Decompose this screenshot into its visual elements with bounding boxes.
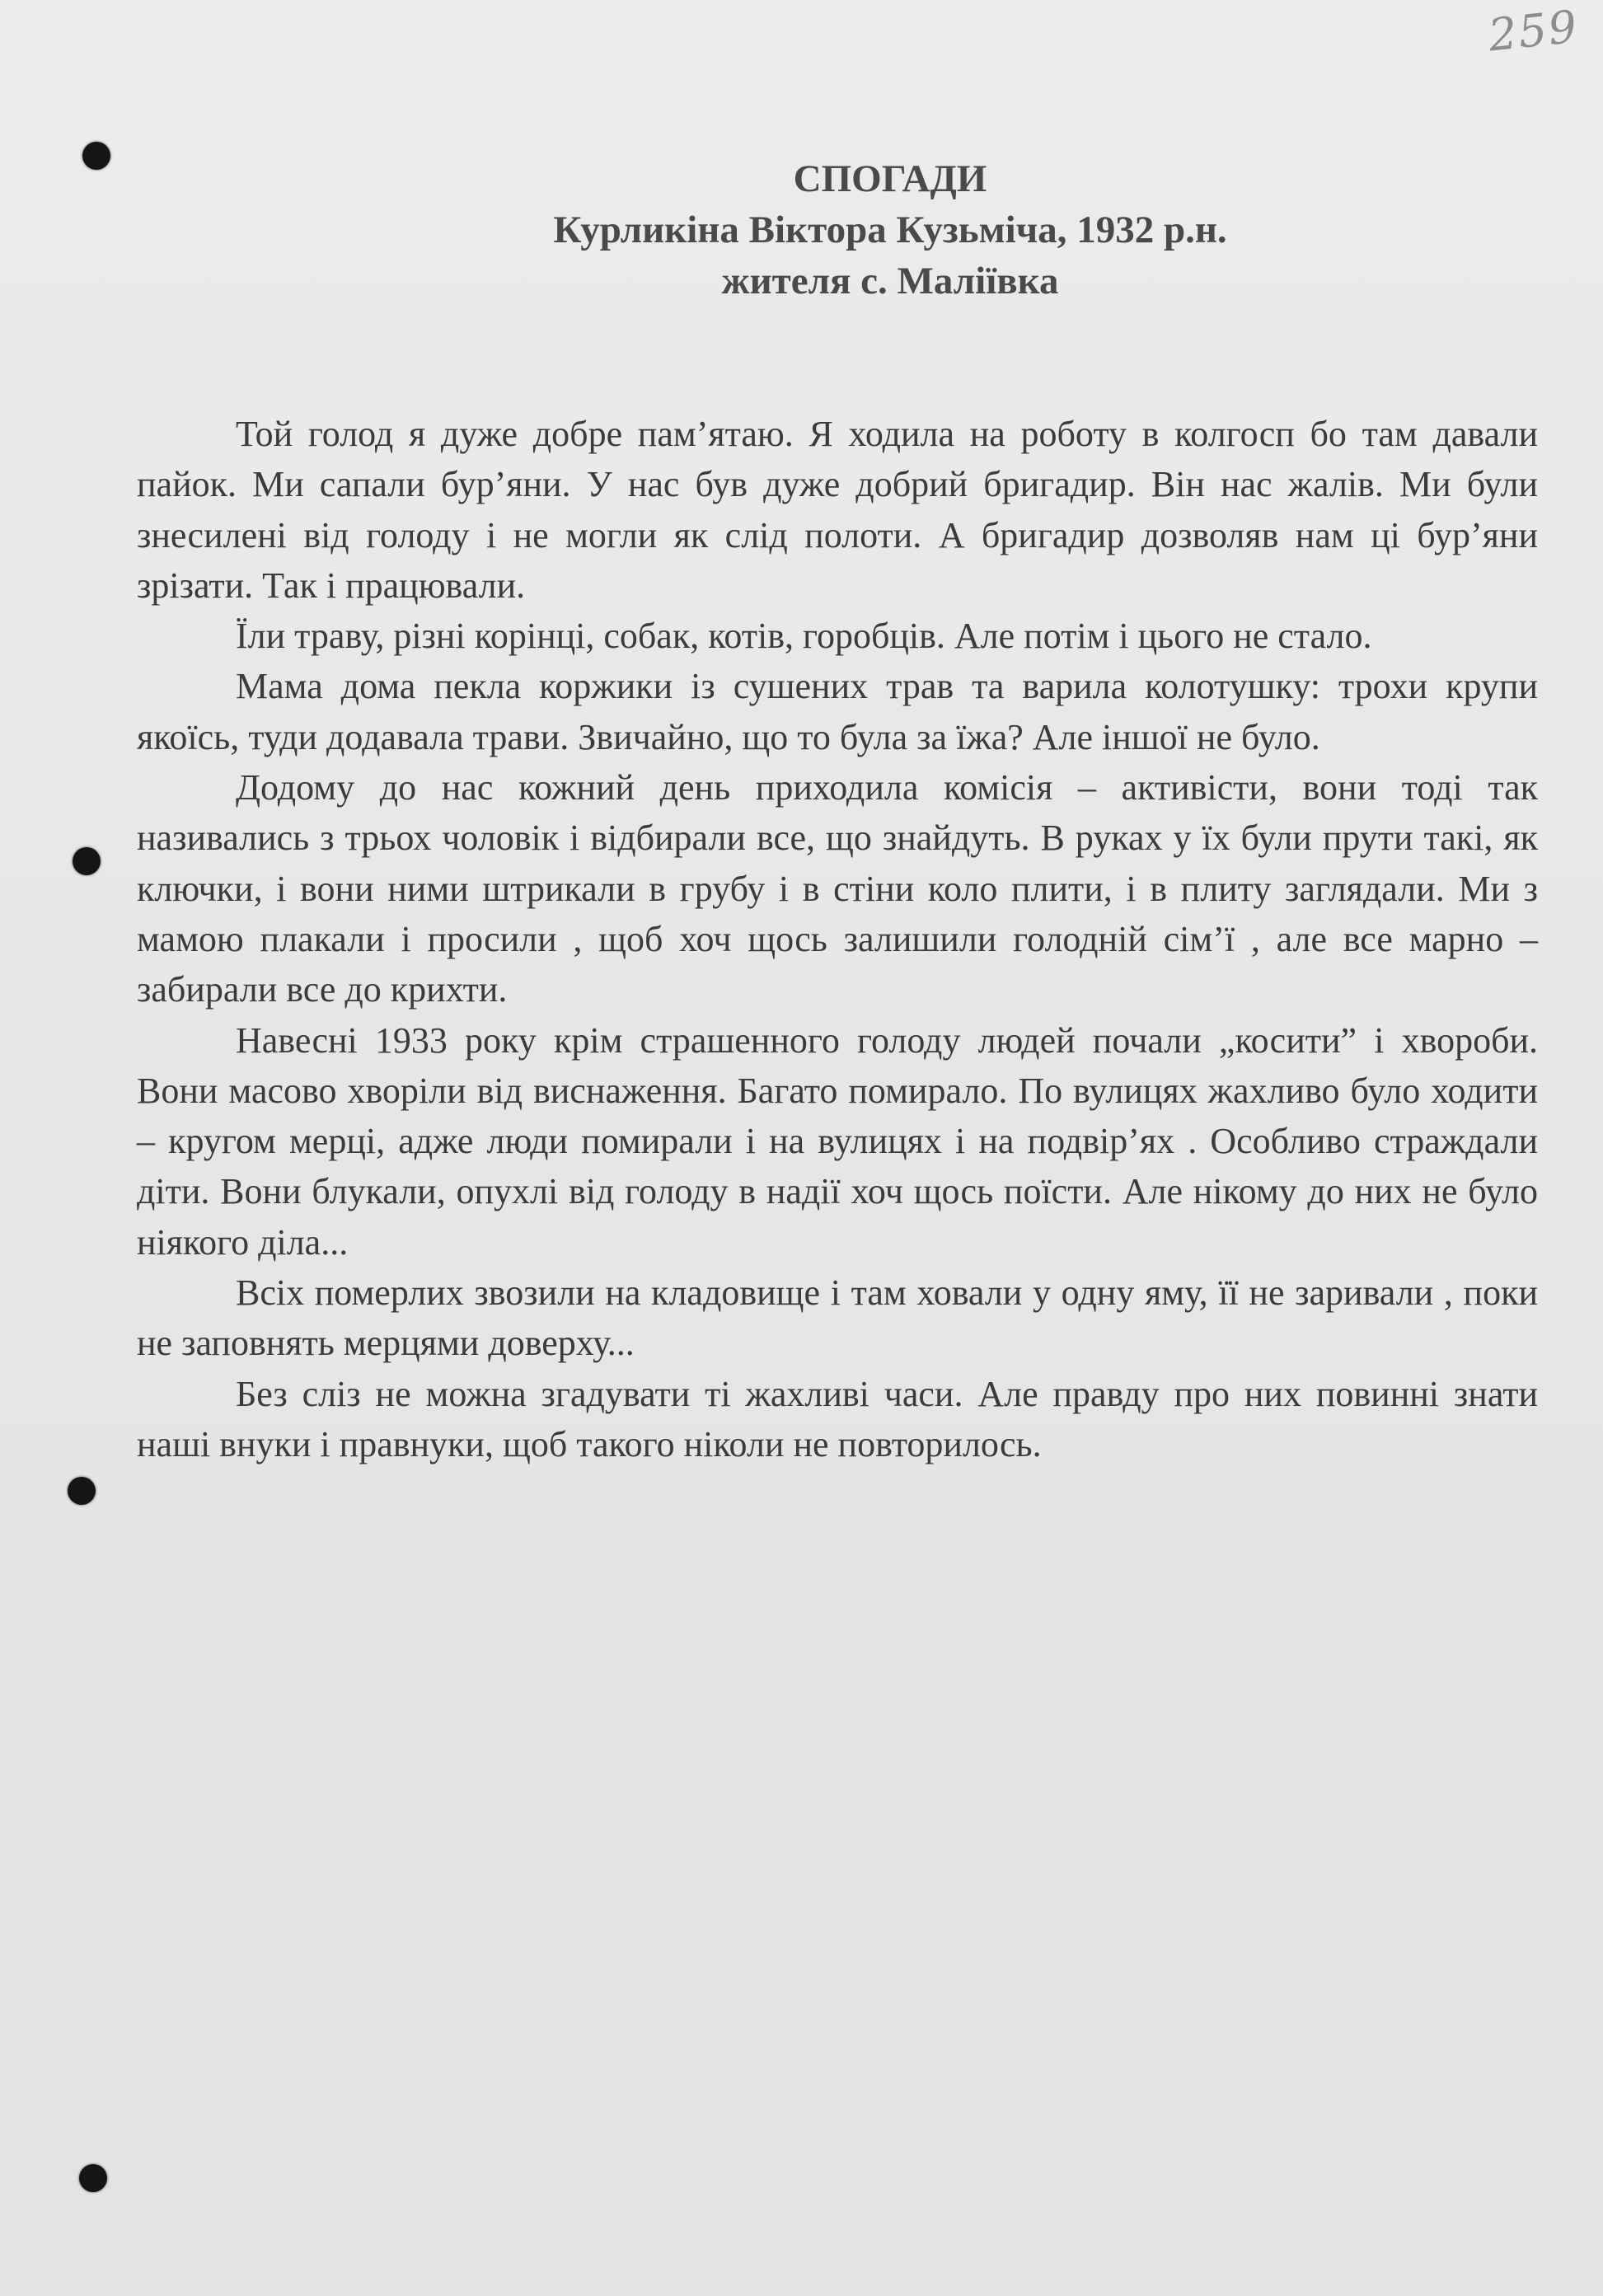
punch-hole: [82, 142, 110, 170]
paragraph: Навесні 1933 року крім страшенного голоду людей почали „косити” і хвороби. Вони масово хворіли від виснаження. Багато помирало. По вулицях жахливо було ходити – кругом мерці, адже люди помирали і на вулицях і на подвір’ях . Особливо страждали діти. Вони блукали, опухлі від голоду в надії хоч щось поїсти. Але нікому до них не було ніякого діла...: [137, 1019, 1538, 1263]
paragraph: Їли траву, різні корінці, собак, котів, горобців. Але потім і цього не стало.: [236, 616, 1372, 657]
document-location: жителя с. Маліївка: [721, 260, 1059, 302]
document-body: [137, 409, 1538, 1469]
paragraph: Всіх померлих звозили на кладовище і там ховали у одну яму, її не заривали , поки не заповнять мерцями доверху...: [137, 1272, 1538, 1364]
punch-hole: [68, 1477, 96, 1505]
document-subtitle: Курликіна Віктора Кузьміча, 1932 р.н.: [553, 209, 1227, 251]
paragraph: Той голод я дуже добре пам’ятаю. Я ходила на роботу в колгосп бо там давали пайок. Ми сапали бур’яни. У нас був дуже добрий бригадир. Він нас жалів. Ми були знесилені від голоду і не могли як слід полоти. А бригадир дозволяв нам ці бур’яни зрізати. Так і працювали.: [137, 414, 1538, 606]
punch-hole: [79, 2164, 107, 2192]
document-title: СПОГАДИ: [793, 157, 987, 200]
paragraph: Мама дома пекла коржики із сушених трав та варила колотушку: трохи крупи якоїсь, туди додавала трави. Звичайно, що то була за їжа? Але іншої не було.: [137, 666, 1538, 757]
document-heading: [379, 153, 1401, 307]
paragraph: Без сліз не можна згадувати ті жахливі часи. Але правду про них повинні знати наші внуки і правнуки, щоб такого ніколи не повторилось.: [137, 1373, 1538, 1464]
page-number: 259: [1485, 0, 1581, 62]
punch-hole: [73, 847, 101, 875]
paragraph: Додому до нас кожний день приходила комісія – активісти, вони тоді так називались з трьох чоловік і відбирали все, що знайдуть. В руках у їх були прути такі, як ключки, і вони ними штрикали в грубу і в стіни коло плити, і в плиту заглядали. Ми з мамою плакали і просили , щоб хоч щось залишили голодній сім’ї , але все марно – забирали все до крихти.: [137, 767, 1538, 1010]
